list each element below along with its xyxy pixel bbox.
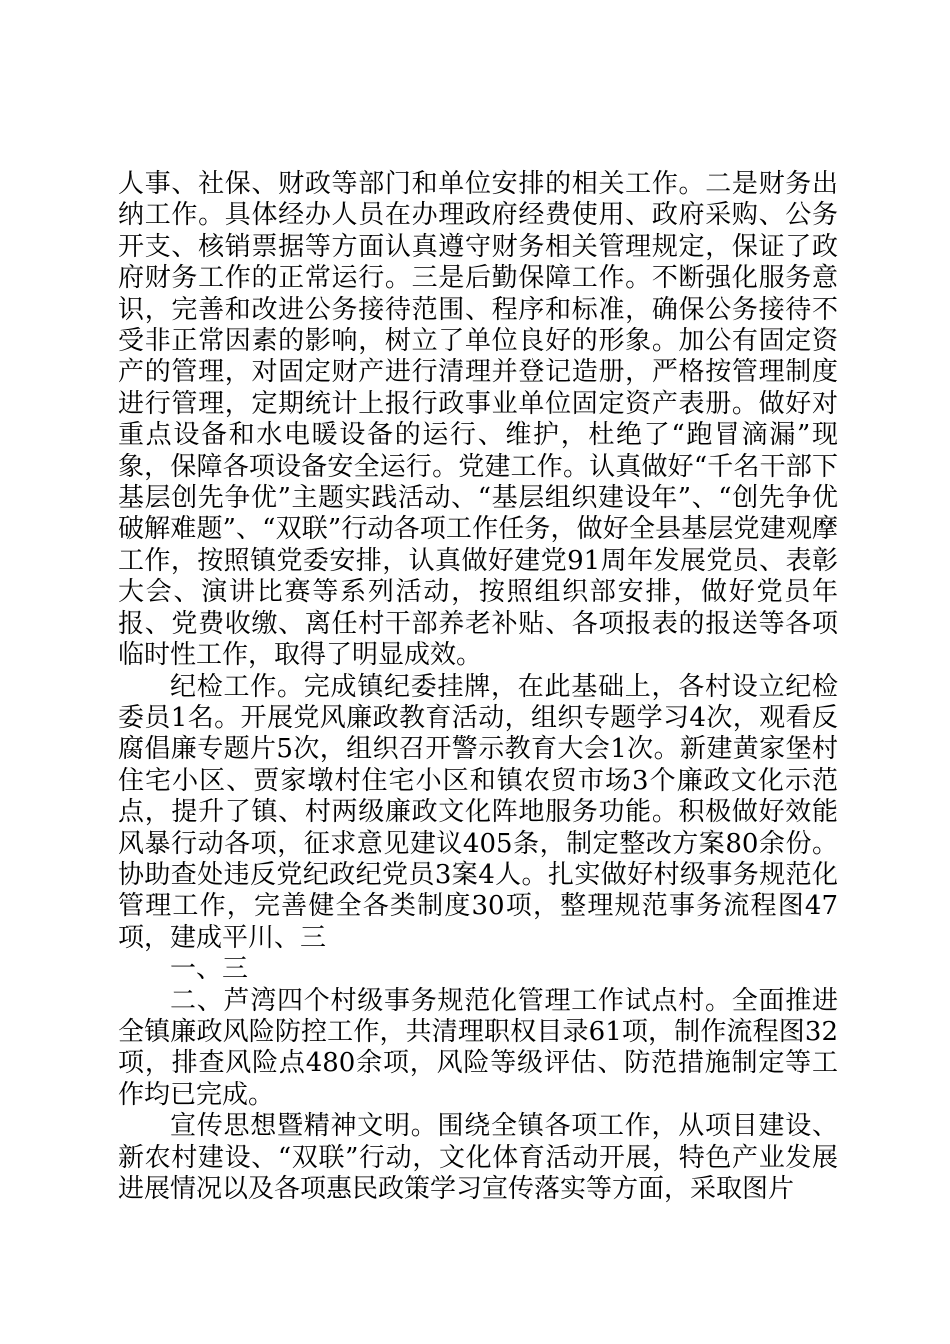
paragraph-fragment: 一、三 [170, 954, 249, 985]
paragraph-pilot-villages: 二、芦湾四个村级事务规范化管理工作试点村。全面推进全镇廉政风险防控工作，共清理职权目录61项，制作流程图32项，排查风险点480余项，风险等级评估、防范措施制定等工作均已完成。 [118, 985, 838, 1110]
paragraph-discipline-inspection: 纪检工作。完成镇纪委挂牌，在此基础上，各村设立纪检委员1名。开展党风廉政教育活动，组织专题学习4次，观看反腐倡廉专题片5次，组织召开警示教育大会1次。新建黄家堡村住宅小区、贾家墩村住宅小区和镇农贸市场3个廉政文化示范点，提升了镇、村两级廉政文化阵地服务功能。积极做好效能风暴行动各项，征求意见建议405条，制定整改方案80余份。协助查处违反党纪政纪党员3案4人。扎实做好村级事务规范化管理工作，完善健全各类制度30项，整理规范事务流程图47项，建成平川、三 [118, 671, 838, 953]
paragraph-finance-logistics-party-building: 人事、社保、财政等部门和单位安排的相关工作。二是财务出纳工作。具体经办人员在办理政府经费使用、政府采购、公务开支、核销票据等方面认真遵守财务相关管理规定，保证了政府财务工作的正常运行。三是后勤保障工作。不断强化服务意识，完善和改进公务接待范围、程序和标准，确保公务接待不受非正常因素的影响，树立了单位良好的形象。加公有固定资产的管理，对固定财产进行清理并登记造册，严格按管理制度进行管理，定期统计上报行政事业单位固定资产表册。做好对重点设备和水电暖设备的运行、维护，杜绝了“跑冒滴漏”现象，保障各项设备安全运行。党建工作。认真做好“千名干部下基层创先争优”主题实践活动、“基层组织建设年”、“创先争优破解难题”、“双联”行动各项工作任务，做好全县基层党建观摩工作，按照镇党委安排，认真做好建党91周年发展党员、表彰大会、演讲比赛等系列活动，按照组织部安排，做好党员年报、党费收缴、离任村干部养老补贴、各项报表的报送等各项临时性工作，取得了明显成效。 [118, 169, 838, 671]
paragraph-publicity-civilization: 宣传思想暨精神文明。围绕全镇各项工作，从项目建设、新农村建设、“双联”行动，文化体育活动开展，特色产业发展进展情况以及各项惠民政策学习宣传落实等方面，采取图片 [118, 1111, 838, 1204]
document-body [118, 169, 838, 1205]
